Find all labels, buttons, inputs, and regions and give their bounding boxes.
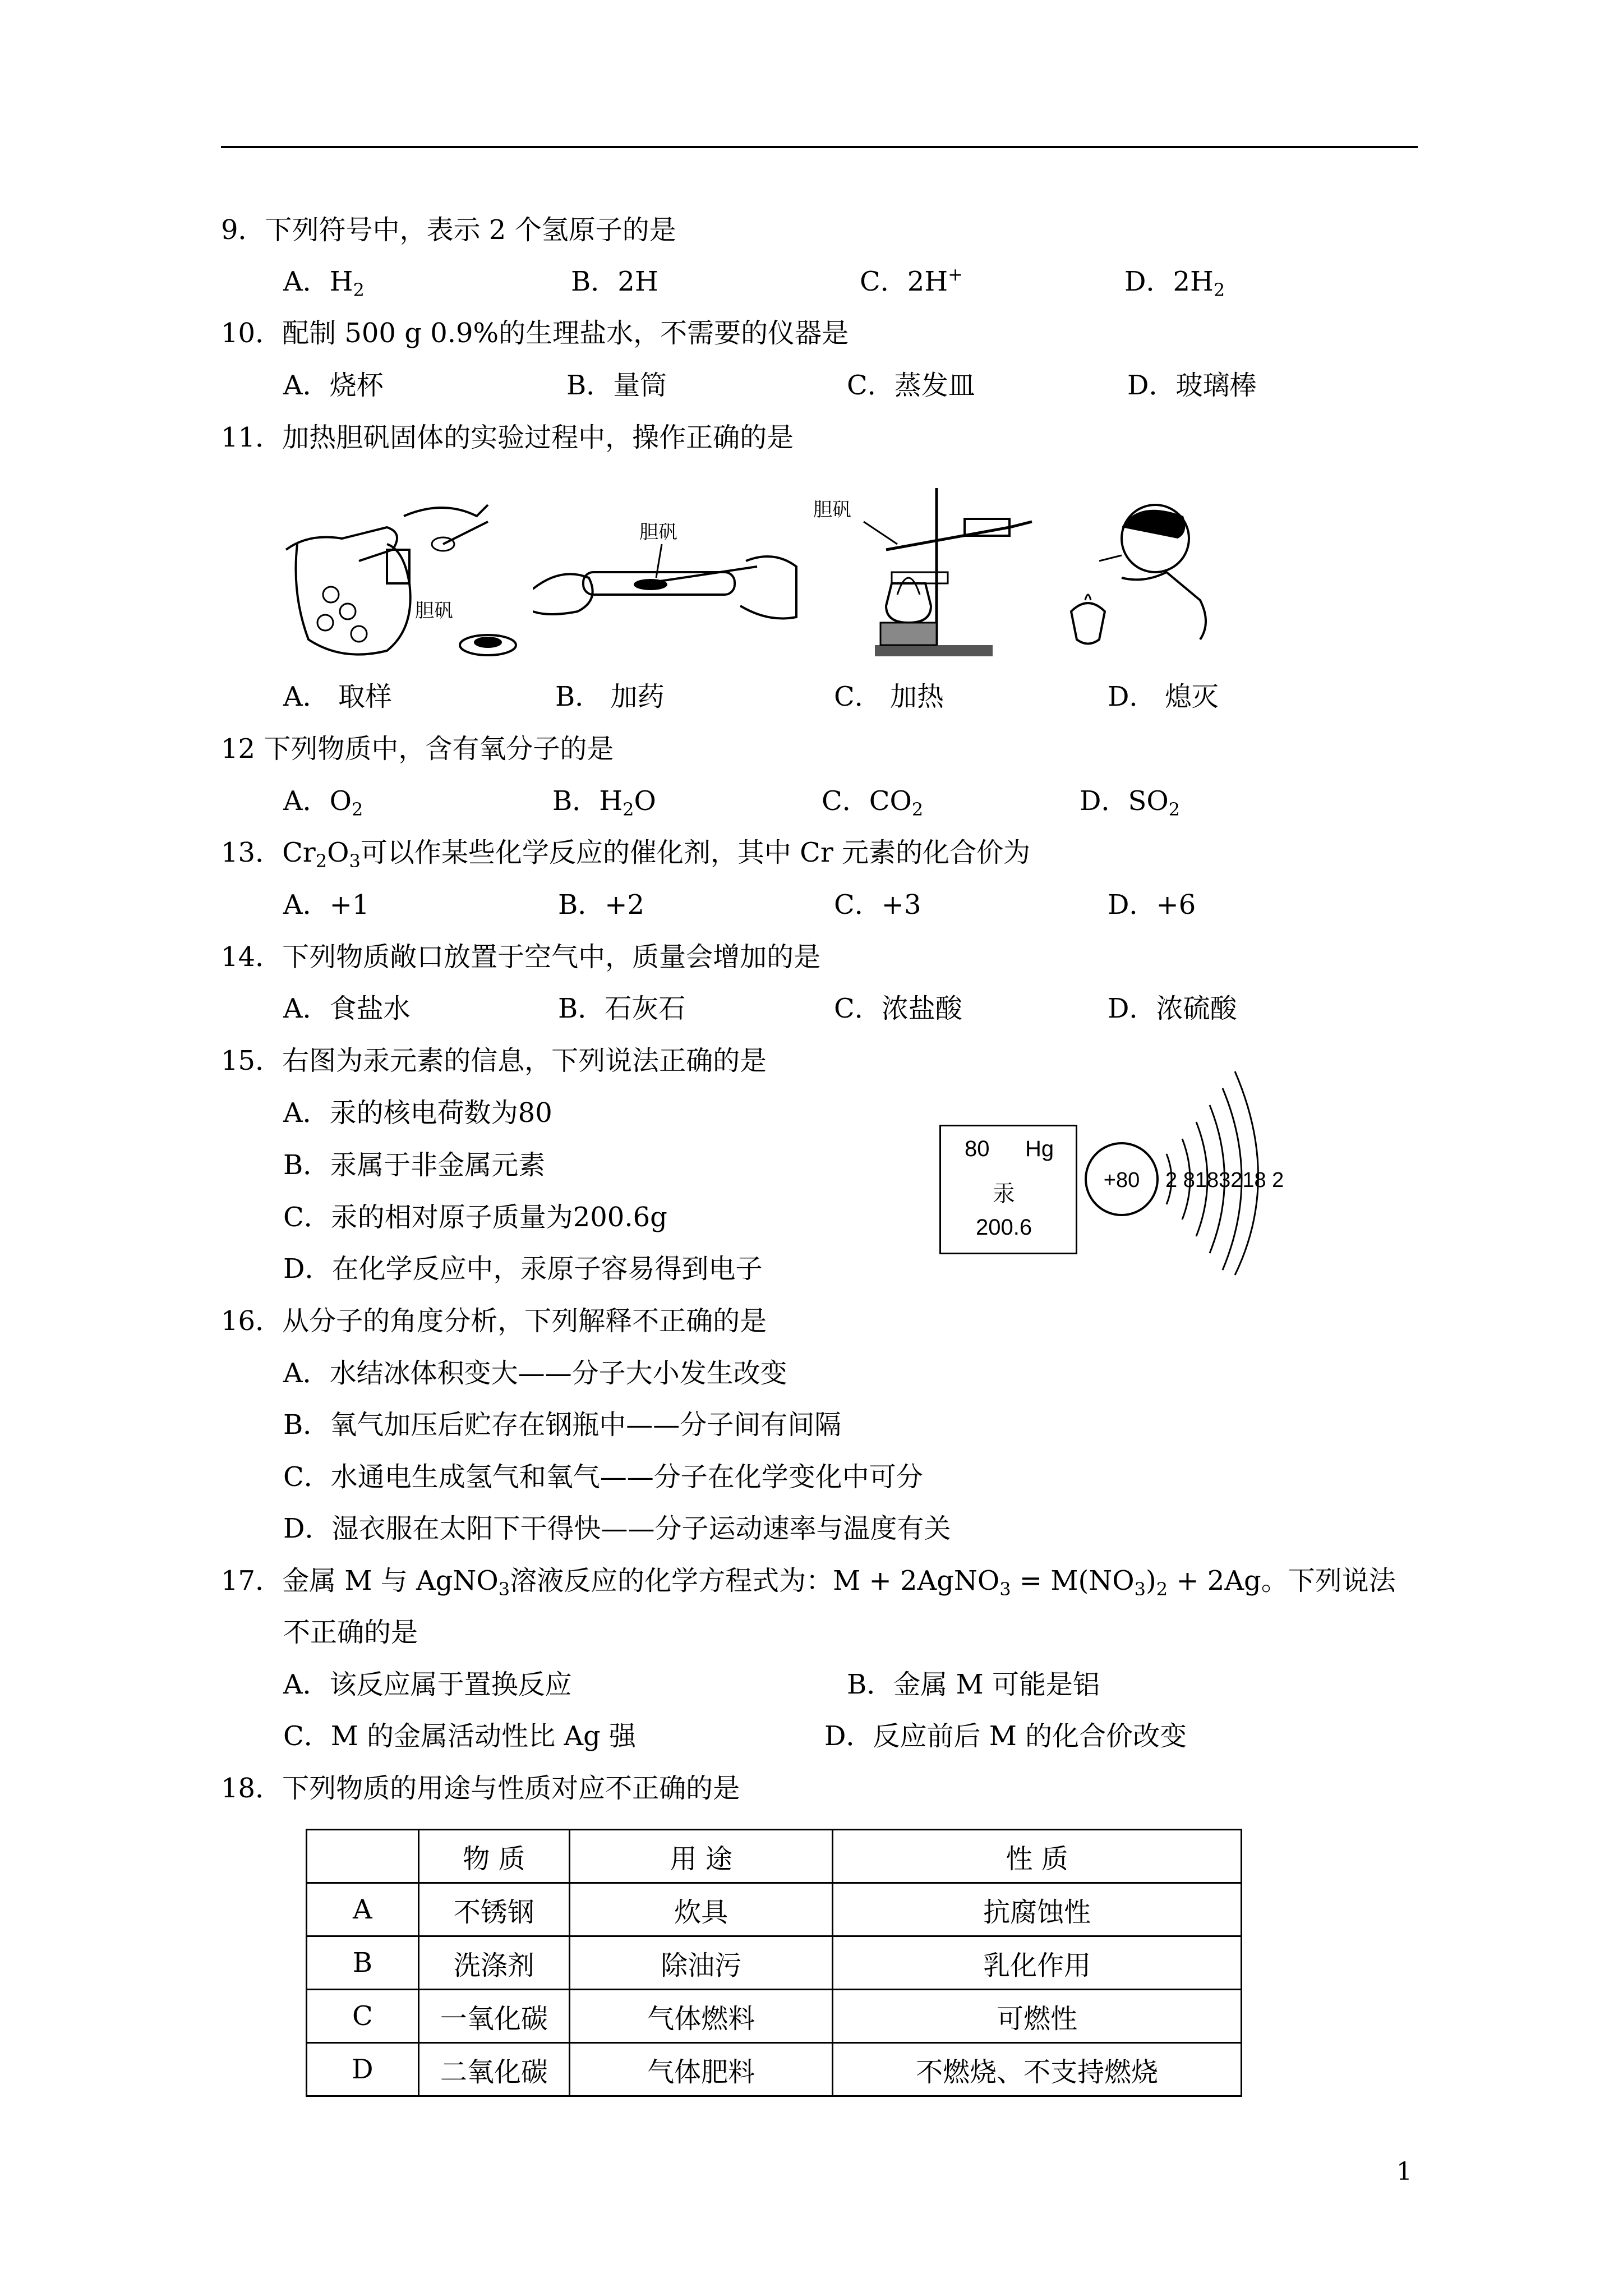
q14-option-a[interactable]: A．食盐水 (283, 993, 411, 1024)
substance-cell: 二氧化碳 (418, 2043, 570, 2096)
q9-option-d[interactable]: D．$2H_2$ (1124, 266, 1225, 301)
heating-label: 胆矾 (813, 499, 851, 521)
table-row[interactable] (307, 2043, 1242, 2096)
table-row[interactable] (307, 1883, 1242, 1936)
q18-table (306, 1829, 1242, 2097)
q13-stem: 13．$Cr_2O_3$可以作某些化学反应的催化剂，其中 Cr 元素的化合价为 (221, 837, 1031, 872)
heating-illustration (808, 482, 1043, 662)
use-cell: 气体肥料 (570, 2043, 833, 2096)
nucleus-charge: +80 (1103, 1168, 1140, 1192)
q15-option-b[interactable]: B．汞属于非金属元素 (283, 1149, 546, 1181)
use-cell: 炊具 (570, 1883, 833, 1936)
property-cell: 不燃烧、不支持燃烧 (833, 2043, 1242, 2096)
header-cell (307, 1830, 419, 1883)
table-row[interactable] (307, 1990, 1242, 2043)
header-cell: 性 质 (833, 1830, 1242, 1883)
q17-option-c[interactable]: C．M 的金属活动性比 Ag 强 (283, 1720, 637, 1752)
mercury-element-card (939, 1125, 1077, 1254)
q12-option-a[interactable]: A．$O_2$ (283, 785, 363, 820)
q11-option-d[interactable]: D． 熄灭 (1108, 681, 1219, 712)
q16-option-d[interactable]: D．湿衣服在太阳下干得快——分子运动速率与温度有关 (283, 1513, 951, 1544)
q11-option-b[interactable]: B． 加药 (555, 681, 665, 712)
q16-stem: 16．从分子的角度分析，下列解释不正确的是 (221, 1305, 767, 1337)
element-symbol: Hg (1025, 1137, 1054, 1161)
adding-reagent-illustration (533, 505, 802, 651)
q15-stem: 15．右图为汞元素的信息，下列说法正确的是 (221, 1045, 767, 1076)
option-label: B (307, 1936, 419, 1990)
element-name: 汞 (993, 1181, 1015, 1207)
option-label: C (307, 1990, 419, 2043)
q15-option-c[interactable]: C．汞的相对原子质量为200.6g (283, 1202, 667, 1233)
q13-option-b[interactable]: B．+2 (558, 889, 645, 921)
q18-stem: 18．下列物质的用途与性质对应不正确的是 (221, 1773, 740, 1804)
q12-option-c[interactable]: C．$CO_2$ (822, 785, 924, 820)
header-cell: 物 质 (418, 1830, 570, 1883)
option-label: D (307, 2043, 419, 2096)
reagent-label: 胆矾 (639, 521, 677, 544)
q17-stem-continued: 不正确的是 (283, 1617, 418, 1648)
q11-option-c[interactable]: C． 加热 (834, 681, 944, 712)
sample-label: 胆矾 (415, 600, 453, 622)
q17-stem: 17．金属 M 与 AgNO$_3$溶液反应的化学方程式为：M + 2AgNO$_3$ = $M(NO_3)_2 + 2Ag$。下列说法 (221, 1565, 1396, 1600)
q10-stem: 10．配制 500 g 0.9%的生理盐水，不需要的仪器是 (221, 318, 849, 349)
q12-option-b[interactable]: B．$H_2O$ (552, 785, 656, 820)
q17-option-d[interactable]: D．反应前后 M 的化合价改变 (824, 1720, 1187, 1752)
atomic-number: 80 (965, 1137, 990, 1161)
q14-stem: 14．下列物质敞口放置于空气中，质量会增加的是 (221, 941, 821, 973)
q10-option-a[interactable]: A．烧杯 (283, 370, 384, 401)
use-cell: 除油污 (570, 1936, 833, 1990)
q14-option-d[interactable]: D．浓硫酸 (1108, 993, 1237, 1024)
q14-option-b[interactable]: B．石灰石 (558, 993, 686, 1024)
substance-cell: 不锈钢 (418, 1883, 570, 1936)
q13-option-c[interactable]: C．+3 (834, 889, 921, 921)
option-label: A (307, 1883, 419, 1936)
q11-option-a[interactable]: A． 取样 (283, 681, 392, 712)
table-row[interactable] (307, 1936, 1242, 1990)
q12-option-d[interactable]: D．$SO_2$ (1080, 785, 1181, 820)
q15-option-a[interactable]: A．汞的核电荷数为80 (283, 1097, 552, 1129)
q17-option-b[interactable]: B．金属 M 可能是铝 (847, 1669, 1100, 1700)
property-cell: 乳化作用 (833, 1936, 1242, 1990)
header-cell: 用 途 (570, 1830, 833, 1883)
q9-option-a[interactable]: A．$H_2$ (283, 266, 365, 301)
q10-option-c[interactable]: C．蒸发皿 (847, 370, 975, 401)
q16-option-a[interactable]: A．水结冰体积变大——分子大小发生改变 (283, 1358, 787, 1389)
q10-option-b[interactable]: B．量筒 (566, 370, 667, 401)
q14-option-c[interactable]: C．浓盐酸 (834, 993, 962, 1024)
sampling-illustration (275, 482, 522, 668)
electron-shells: 2 8183218 2 (1165, 1168, 1284, 1192)
q11-stem: 11．加热胆矾固体的实验过程中，操作正确的是 (221, 422, 794, 453)
substance-cell: 洗涤剂 (418, 1936, 570, 1990)
q10-option-d[interactable]: D．玻璃棒 (1127, 370, 1257, 401)
extinguishing-illustration (1054, 488, 1223, 656)
header-rule (221, 146, 1418, 148)
q13-option-a[interactable]: A．+1 (283, 889, 370, 921)
table-header-row (307, 1830, 1242, 1883)
mercury-atom-structure-diagram (1082, 1069, 1295, 1276)
property-cell: 抗腐蚀性 (833, 1883, 1242, 1936)
atomic-mass: 200.6 (976, 1215, 1032, 1240)
q16-option-b[interactable]: B．氧气加压后贮存在钢瓶中——分子间有间隔 (283, 1409, 842, 1441)
q17-option-a[interactable]: A．该反应属于置换反应 (283, 1669, 572, 1700)
page-number: 1 (1396, 2157, 1412, 2186)
q9-option-c[interactable]: C．2H+ (860, 264, 963, 297)
q12-stem: 12 下列物质中，含有氧分子的是 (221, 733, 614, 765)
substance-cell: 一氧化碳 (418, 1990, 570, 2043)
q16-option-c[interactable]: C．水通电生成氢气和氧气——分子在化学变化中可分 (283, 1461, 923, 1493)
property-cell: 可燃性 (833, 1990, 1242, 2043)
use-cell: 气体燃料 (570, 1990, 833, 2043)
q9-stem: 9．下列符号中，表示 2 个氢原子的是 (221, 214, 676, 246)
q13-option-d[interactable]: D．+6 (1108, 889, 1196, 921)
q9-option-b[interactable]: B．2H (571, 266, 658, 297)
q15-option-d[interactable]: D．在化学反应中，汞原子容易得到电子 (283, 1253, 763, 1285)
